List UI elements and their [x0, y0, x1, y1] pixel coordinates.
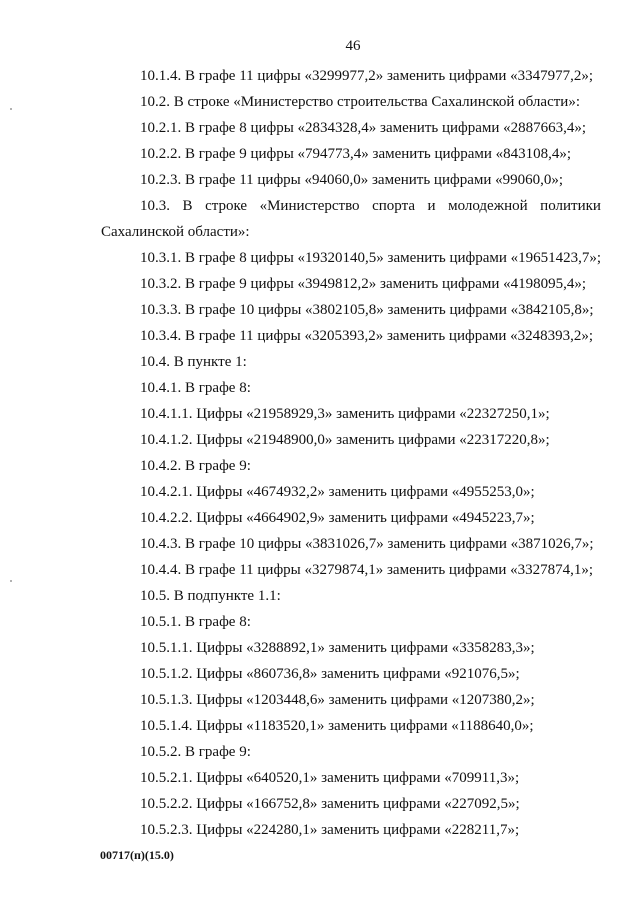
justified-word: политики	[540, 198, 601, 214]
paragraph-line: 10.2.3. В графе 11 цифры «94060,0» заменить цифрами «99060,0»;	[140, 172, 564, 188]
paragraph-line: 10.1.4. В графе 11 цифры «3299977,2» заменить цифрами «3347977,2»;	[140, 68, 594, 84]
justified-paragraph-line	[101, 193, 601, 219]
margin-speck	[10, 108, 12, 110]
paragraph-line: 10.4.2. В графе 9:	[140, 458, 251, 474]
paragraph-line: 10.5.2.2. Цифры «166752,8» заменить цифрами «227092,5»;	[140, 796, 520, 812]
paragraph-line: 10.5.1.2. Цифры «860736,8» заменить цифрами «921076,5»;	[140, 666, 520, 682]
document-body	[101, 63, 601, 843]
paragraph-line: 10.2.2. В графе 9 цифры «794773,4» заменить цифрами «843108,4»;	[140, 146, 572, 162]
justified-word: В	[182, 198, 193, 214]
paragraph-line: 10.5. В подпункте 1.1:	[140, 588, 281, 604]
page-number: 46	[345, 38, 361, 54]
paragraph-line: 10.3.1. В графе 8 цифры «19320140,5» заменить цифрами «19651423,7»;	[140, 250, 602, 266]
paragraph-line: 10.4.1. В графе 8:	[140, 380, 251, 396]
justified-word: спорта	[372, 198, 415, 214]
paragraph-line: 10.5.1.4. Цифры «1183520,1» заменить цифрами «1188640,0»;	[140, 718, 534, 734]
paragraph-line: 10.4.2.1. Цифры «4674932,2» заменить цифрами «4955253,0»;	[140, 484, 535, 500]
paragraph-line: 10.4.4. В графе 11 цифры «3279874,1» заменить цифрами «3327874,1»;	[140, 562, 594, 578]
paragraph-line: 10.5.1. В графе 8:	[140, 614, 251, 630]
paragraph-line: 10.4.1.2. Цифры «21948900,0» заменить цифрами «22317220,8»;	[140, 432, 550, 448]
justified-word: «Министерство	[259, 198, 360, 214]
paragraph-line: 10.4.2.2. Цифры «4664902,9» заменить цифрами «4945223,7»;	[140, 510, 535, 526]
paragraph-line: 10.5.2. В графе 9:	[140, 744, 251, 760]
justified-word: молодежной	[448, 198, 528, 214]
paragraph-line: 10.2.1. В графе 8 цифры «2834328,4» заменить цифрами «2887663,4»;	[140, 120, 587, 136]
paragraph-line: 10.4. В пункте 1:	[140, 354, 247, 370]
document-code: 00717(п)(15.0)	[100, 848, 174, 862]
paragraph-line: 10.5.1.1. Цифры «3288892,1» заменить цифрами «3358283,3»;	[140, 640, 535, 656]
justified-word: и	[427, 198, 436, 214]
paragraph-line: 10.2. В строке «Министерство строительства Сахалинской области»:	[140, 94, 580, 110]
paragraph-line: 10.3.2. В графе 9 цифры «3949812,2» заменить цифрами «4198095,4»;	[140, 276, 587, 292]
paragraph-line: 10.4.1.1. Цифры «21958929,3» заменить цифрами «22327250,1»;	[140, 406, 550, 422]
justified-word: 10.3.	[140, 198, 170, 214]
paragraph-line: 10.5.2.3. Цифры «224280,1» заменить цифрами «228211,7»;	[140, 822, 520, 838]
paragraph-line: 10.4.3. В графе 10 цифры «3831026,7» заменить цифрами «3871026,7»;	[140, 536, 594, 552]
justified-word: строке	[205, 198, 248, 214]
paragraph-line: 10.3.4. В графе 11 цифры «3205393,2» заменить цифрами «3248393,2»;	[140, 328, 594, 344]
paragraph-line: 10.5.1.3. Цифры «1203448,6» заменить цифрами «1207380,2»;	[140, 692, 535, 708]
paragraph-line: 10.3.3. В графе 10 цифры «3802105,8» заменить цифрами «3842105,8»;	[140, 302, 594, 318]
margin-speck	[10, 580, 12, 582]
paragraph-line: 10.5.2.1. Цифры «640520,1» заменить цифрами «709911,3»;	[140, 770, 520, 786]
paragraph-continuation-line: Сахалинской области»:	[101, 224, 250, 240]
